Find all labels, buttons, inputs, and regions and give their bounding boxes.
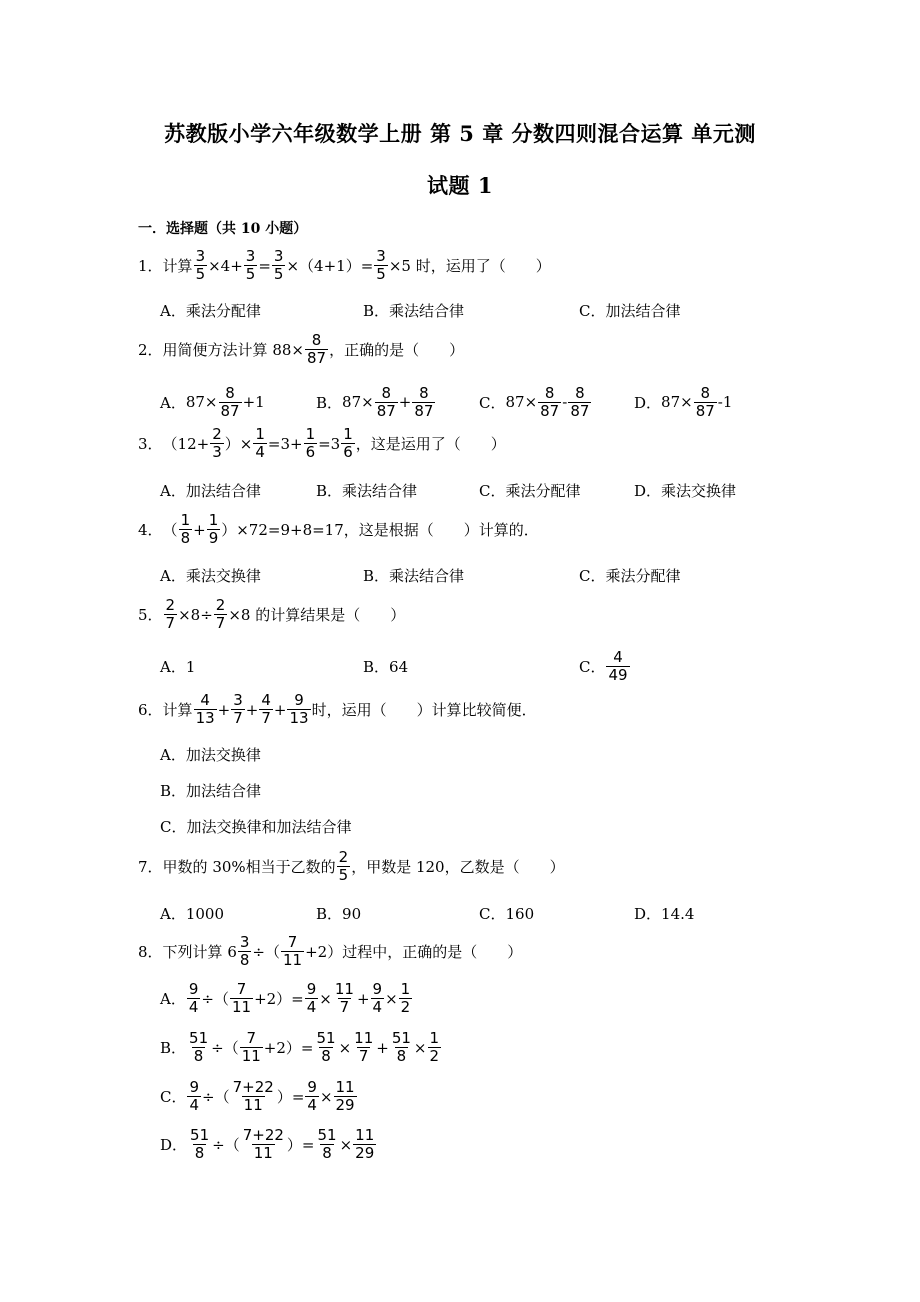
option-b[interactable]: B． 87× $\frac{8}{87}$ + $\frac{8}{87}$ [316,383,434,420]
section-header: 一．选择题（共 10 小题） [138,221,308,237]
fraction: $\frac{1}{6}$ [305,425,316,461]
fraction: $\frac{7}{11}$ [231,980,252,1016]
question-4: 4． （ $\frac{1}{8}$ + $\frac{1}{9}$ ）×72=9+8=17，这是根据（ ）计算的． [138,511,539,547]
fraction: $\frac{2}{3}$ [212,425,222,461]
question-3: 3． （12+ $\frac{2}{3}$ ）× $\frac{1}{4}$ =3+ $\frac{1}{6}$ =3 $\frac{1}{6}$ ，这是运用了（ ） [138,425,506,461]
fraction: $\frac{51}{8}$ [391,1029,411,1065]
option-c[interactable]: C．160 [479,904,535,923]
option-a[interactable]: A．1000 [160,904,225,923]
option-d[interactable]: D．乘法交换律 [634,481,737,500]
fraction: $\frac{3}{8}$ [239,933,250,969]
fraction: $\frac{7}{11}$ [241,1029,261,1065]
fraction: $\frac{1}{9}$ [208,511,219,547]
fraction: $\frac{9}{4}$ [189,1078,200,1114]
question-7: 7． 甲数的 30%相当于乙数的 $\frac{2}{5}$ ，甲数是 120，乙数是（ ） [138,848,565,884]
fraction: $\frac{3}{5}$ [273,247,284,283]
fraction: $\frac{1}{2}$ [429,1029,440,1065]
fraction: $\frac{9}{13}$ [289,691,309,727]
option-c[interactable]: C．加法交换律和加法结合律 [160,818,352,836]
option-b[interactable]: B．乘法结合律 [316,481,418,500]
option-c[interactable]: C． 87× $\frac{8}{87}$ - $\frac{8}{87}$ [479,383,590,420]
fraction: $\frac{11}{29}$ [355,1126,375,1162]
question-1: 1． 计算 $\frac{3}{5}$ ×4+ $\frac{3}{5}$ = $\frac{3}{5}$ ×（4+1）= $\frac{3}{5}$ ×5 时，运用了（ ） [138,247,551,283]
page-title-line2: 试题 1 [427,173,493,198]
fraction: $\frac{3}{7}$ [233,691,243,727]
option-b[interactable]: B． $\frac{51}{8}$ ÷（ $\frac{7}{11}$ +2）= $\frac{51}{8}$ × $\frac{11}{7}$ + $\frac{51}{8}$ × $\frac{1}{2}$ [160,1029,440,1065]
fraction: $\frac{8}{87}$ [414,383,434,420]
option-a[interactable]: A．1 [160,657,196,676]
fraction: $\frac{4}{7}$ [261,691,271,727]
fraction: $\frac{2}{7}$ [215,596,226,632]
fraction: $\frac{9}{4}$ [188,980,199,1016]
option-a[interactable]: A． $\frac{9}{4}$ ÷（ $\frac{7}{11}$ +2）= $\frac{9}{4}$ × $\frac{11}{7}$ + $\frac{9}{4}$ × $\frac{1}{2}$ [160,980,411,1016]
question-3-options [160,468,880,512]
option-c[interactable]: C． $\frac{9}{4}$ ÷（ $\frac{7+22}{11}$ ）= $\frac{9}{4}$ × $\frac{11}{29}$ [160,1078,355,1114]
fraction: $\frac{1}{6}$ [343,425,353,461]
fraction: $\frac{8}{87}$ [220,383,240,420]
option-a[interactable]: A． 87× $\frac{8}{87}$ +1 [160,383,265,420]
fraction: $\frac{7}{11}$ [282,933,303,969]
option-a[interactable]: A．乘法分配律 [160,301,261,320]
fraction: $\frac{7+22}{11}$ [242,1126,284,1162]
fraction: $\frac{4}{13}$ [195,691,215,727]
fraction: $\frac{51}{8}$ [190,1126,210,1162]
fraction: $\frac{7+22}{11}$ [232,1078,274,1114]
option-d[interactable]: D．14.4 [634,904,695,923]
question-2-options [160,380,880,424]
fraction: $\frac{8}{87}$ [540,383,560,420]
fraction: $\frac{9}{4}$ [306,980,317,1016]
option-a[interactable]: A．加法交换律 [160,746,261,764]
question-5: 5． $\frac{2}{7}$ ×8÷ $\frac{2}{7}$ ×8 的计算结果是（ ） [138,596,406,632]
option-c[interactable]: C．加法结合律 [579,301,681,320]
fraction: $\frac{11}{29}$ [335,1078,355,1114]
option-c[interactable]: C．乘法分配律 [579,566,681,585]
fraction: $\frac{1}{4}$ [255,425,265,461]
fraction: $\frac{2}{7}$ [165,596,176,632]
question-8: 8． 下列计算 6 $\frac{3}{8}$ ÷（ $\frac{7}{11}$ +2）过程中，正确的是（ ） [138,933,523,969]
fraction: $\frac{9}{4}$ [307,1078,317,1114]
option-d[interactable]: D． 87× $\frac{8}{87}$ -1 [634,383,733,420]
fraction: $\frac{3}{5}$ [195,247,206,283]
option-a[interactable]: A．加法结合律 [160,481,261,500]
fraction: $\frac{11}{7}$ [334,980,354,1016]
page-title-line1: 苏教版小学六年级数学上册 第 5 章 分数四则混合运算 单元测 [164,121,756,146]
question-1-options [160,288,880,332]
option-d[interactable]: D． $\frac{51}{8}$ ÷（ $\frac{7+22}{11}$ ）= $\frac{51}{8}$ × $\frac{11}{29}$ [160,1126,375,1162]
question-5-options [160,644,880,688]
fraction: $\frac{9}{4}$ [372,980,383,1016]
question-7-options [160,891,880,935]
fraction: $\frac{1}{8}$ [180,511,191,547]
fraction: $\frac{4}{49}$ [608,647,628,684]
question-2: 2． 用简便方法计算 88× $\frac{8}{87}$ ，正确的是（ ） [138,331,465,367]
fraction: $\frac{11}{7}$ [354,1029,374,1065]
fraction: $\frac{2}{5}$ [338,848,349,884]
option-b[interactable]: B．90 [316,904,362,923]
fraction: $\frac{8}{87}$ [376,383,396,420]
option-b[interactable]: B．乘法结合律 [363,566,465,585]
fraction: $\frac{3}{5}$ [376,247,386,283]
question-4-options [160,553,880,597]
option-c[interactable]: C．乘法分配律 [479,481,581,500]
fraction: $\frac{8}{87}$ [306,331,327,367]
option-a[interactable]: A．乘法交换律 [160,566,261,585]
option-b[interactable]: B．加法结合律 [160,782,262,800]
fraction: $\frac{51}{8}$ [317,1126,337,1162]
fraction: $\frac{3}{5}$ [245,247,256,283]
fraction: $\frac{8}{87}$ [570,383,590,420]
fraction: $\frac{1}{2}$ [400,980,411,1016]
question-6: 6． 计算 $\frac{4}{13}$ + $\frac{3}{7}$ + $\frac{4}{7}$ + $\frac{9}{13}$ 时，运用（ ）计算比较简便． [138,691,537,727]
fraction: $\frac{8}{87}$ [695,383,715,420]
option-b[interactable]: B．64 [363,657,409,676]
fraction: $\frac{51}{8}$ [316,1029,336,1065]
option-b[interactable]: B．乘法结合律 [363,301,465,320]
option-c[interactable]: C． $\frac{4}{49}$ [579,647,628,684]
fraction: $\frac{51}{8}$ [189,1029,209,1065]
